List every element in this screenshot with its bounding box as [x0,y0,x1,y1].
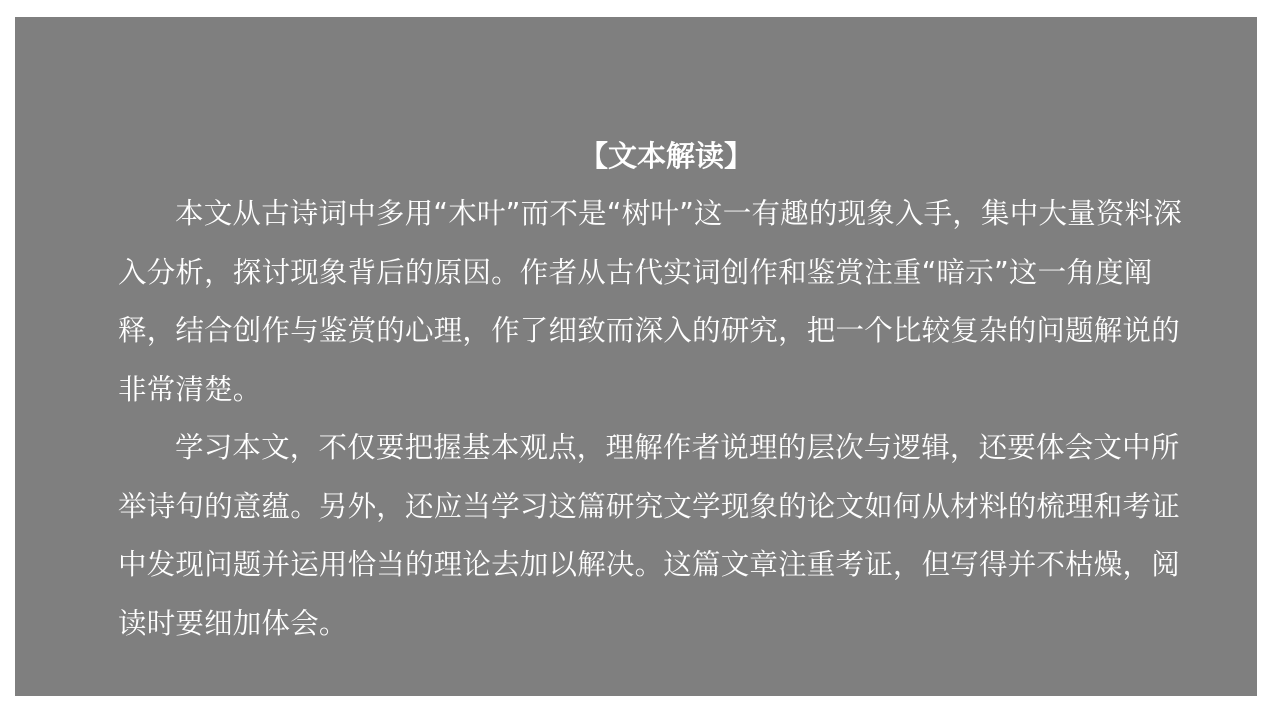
paragraph-2: 学习本文，不仅要把握基本观点，理解作者说理的层次与逻辑，还要体会文中所举诗句的意蕴。另外，还应当学习这篇研究文学现象的论文如何从材料的梳理和考证中发现问题并运用恰当的理论去加以解决。这篇文章注重考证，但写得并不枯燥，阅读时要细加体会。 [118,431,1180,640]
paragraph-1: 本文从古诗词中多用“木叶”而不是“树叶”这一有趣的现象入手，集中大量资料深入分析，探讨现象背后的原因。作者从古代实词创作和鉴赏注重“暗示”这一角度阐释，结合创作与鉴赏的心理，作了细致而深入的研究，把一个比较复杂的问题解说的非常清楚。 [118,197,1182,406]
text-content [118,127,1198,653]
section-title: 【文本解读】 [578,139,753,173]
slide-panel [15,17,1257,696]
